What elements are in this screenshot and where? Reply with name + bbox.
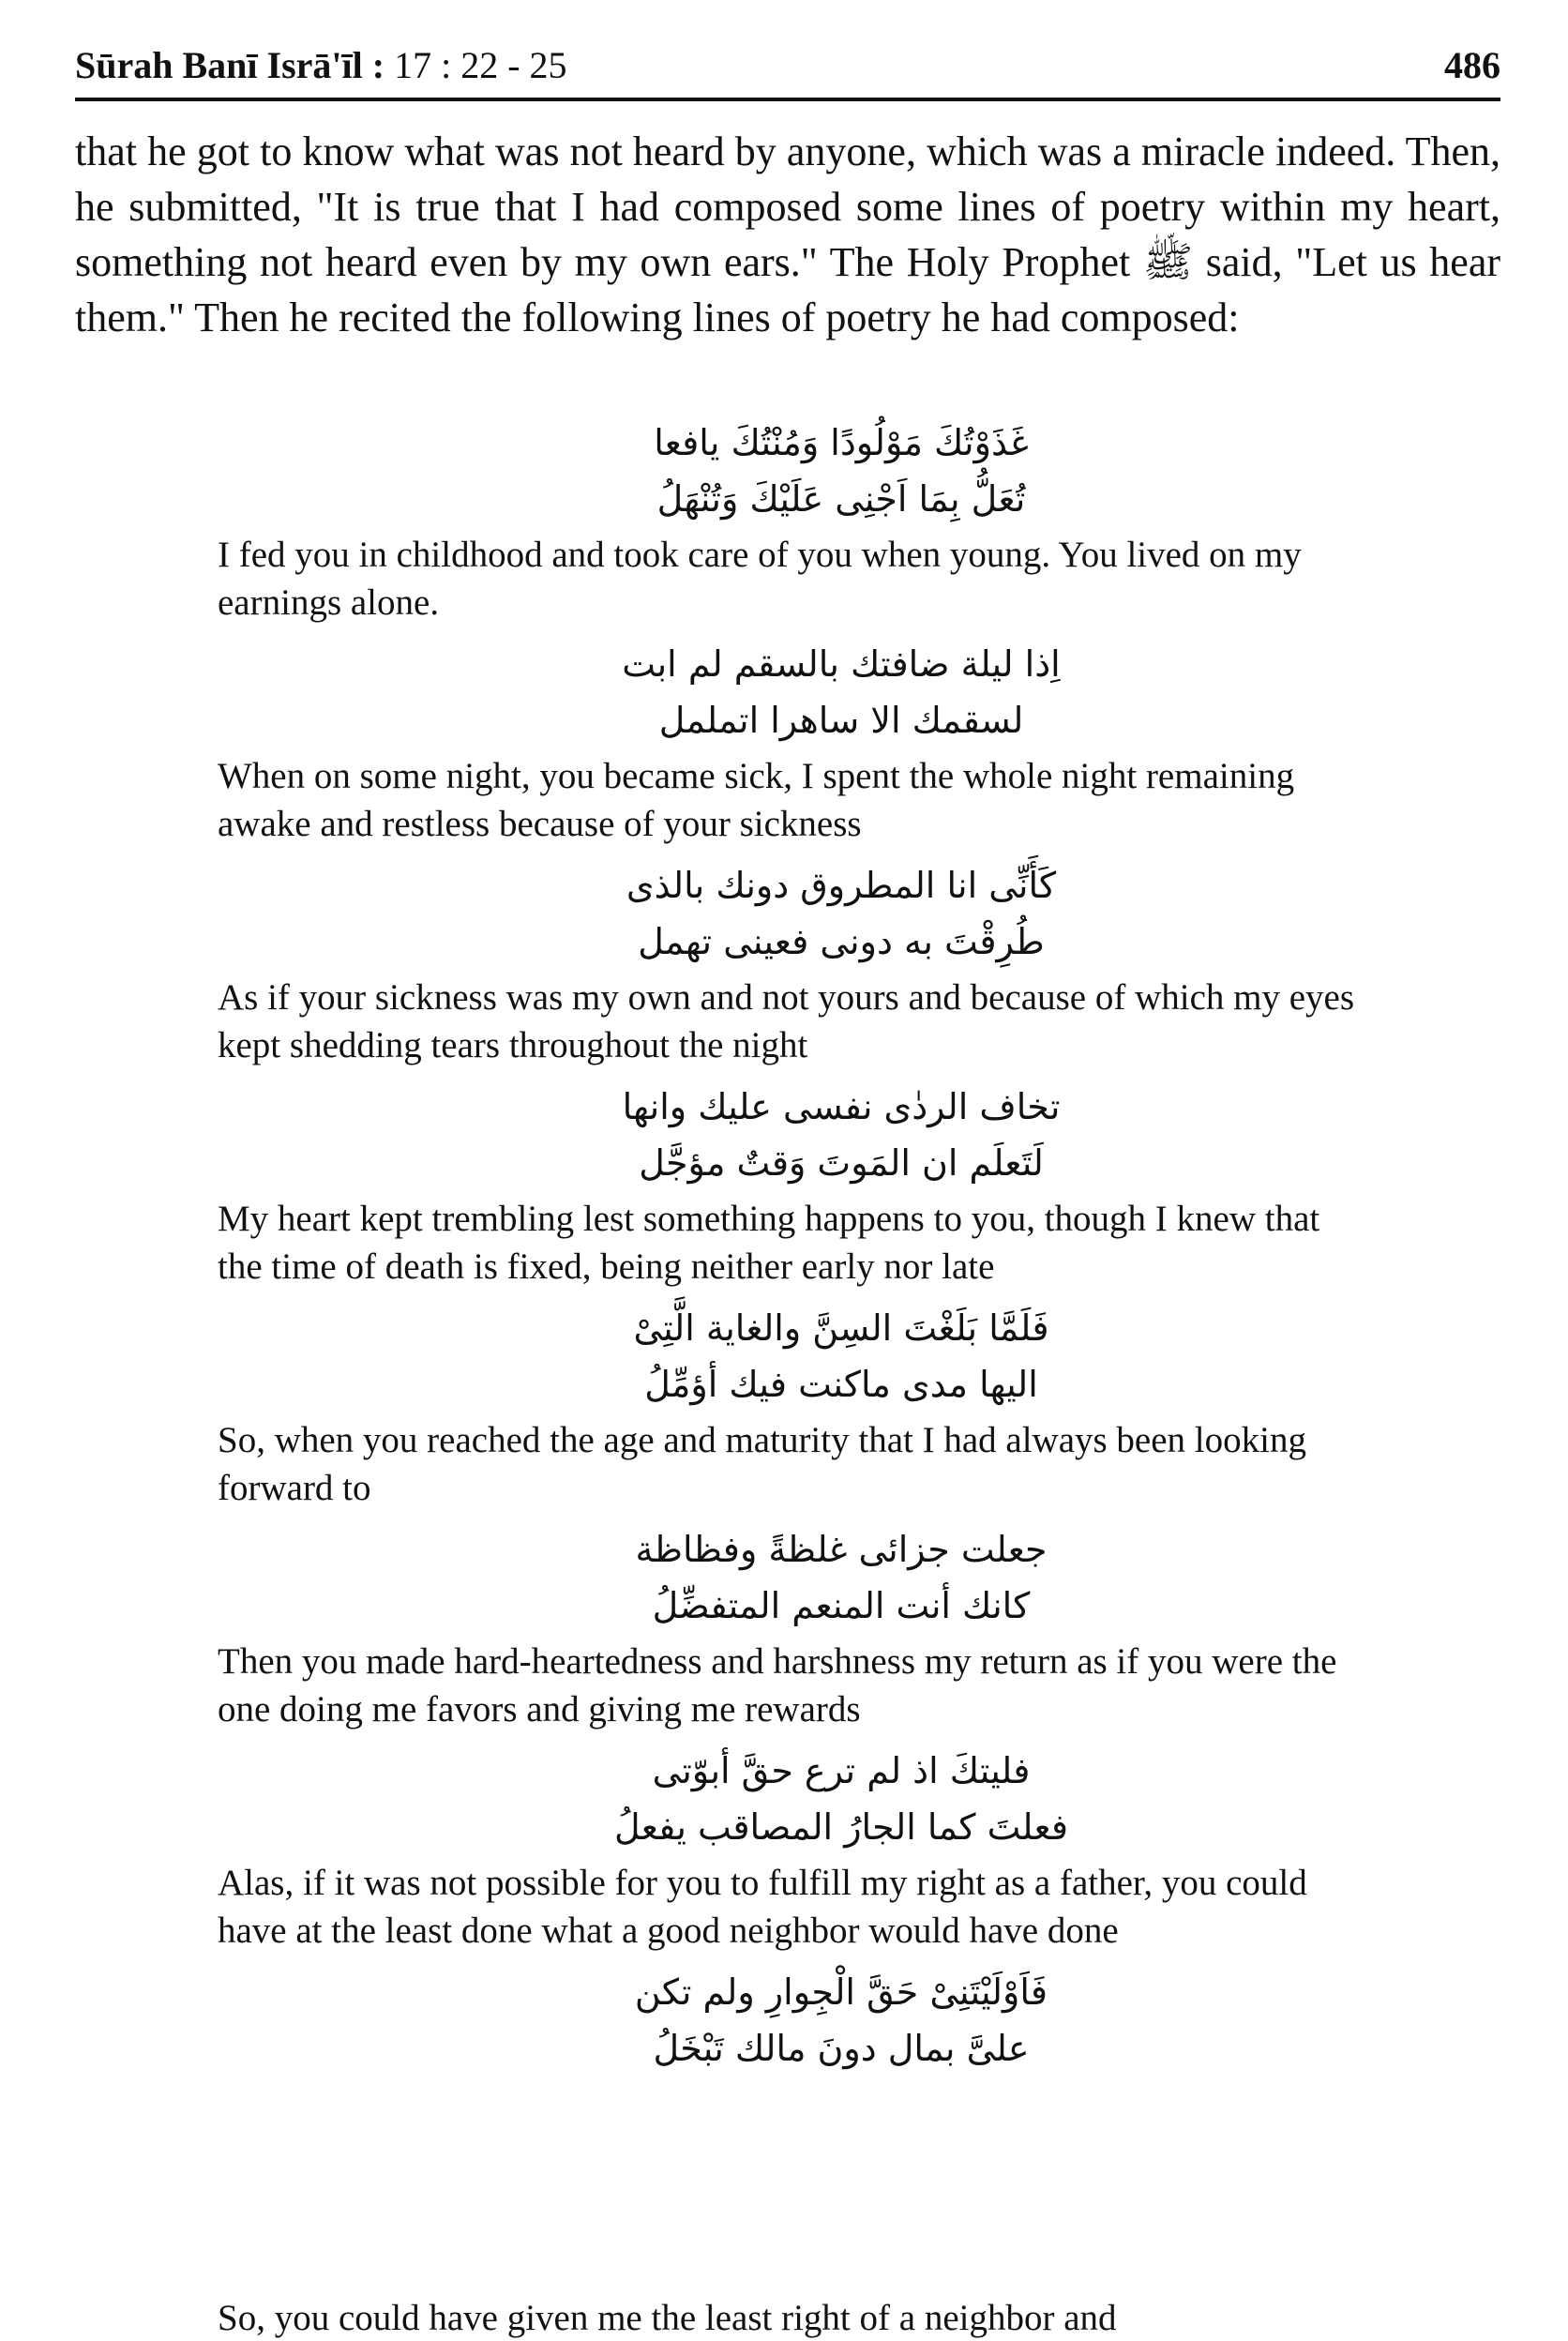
verse-7 (218, 1743, 1362, 1955)
verse-7-translation: Alas, if it was not possible for you to fulfill my right as a father, you could have at the least done what a good neighbor would have done (218, 1863, 1307, 1951)
verse-8-arabic-line-2: علىَّ بمال دونَ مالك تَبْخَلُ (653, 2028, 1030, 2069)
verse-8 (218, 1964, 1362, 2077)
running-head (75, 38, 1500, 94)
verse-6-translation: Then you made hard-heartedness and harshness my return as if you were the one doing me favors and giving me rewards (218, 1641, 1337, 1729)
header-rule (75, 98, 1500, 101)
running-head-title (75, 38, 567, 94)
verse-3-arabic-line-1: كَأَنِّى انا المطروق دونك بالذى (626, 865, 1057, 906)
verse-1-translation: I fed you in childhood and took care of you when young. You lived on my earnings alone. (218, 535, 1302, 623)
page-number: 486 (1444, 44, 1500, 86)
verse-reference: 17 : 22 - 25 (394, 44, 567, 86)
verse-2-arabic-line-1: اِذا ليلة ضافتك بالسقم لم ابت (622, 643, 1061, 685)
verse-2 (218, 636, 1362, 848)
verse-1-arabic-line-1: غَذَوْتُكَ مَوْلُودًا وَمُنْتُكَ يافعا (654, 422, 1029, 463)
verse-4 (218, 1079, 1362, 1291)
verse-1-arabic-line-2: تُعَلُّ بِمَا اَجْنِى عَلَيْكَ وَتُنْهَلُ (656, 478, 1026, 520)
verse-6-arabic-line-2: كانك أنت المنعم المتفضِّلُ (652, 1585, 1031, 1626)
verse-7-arabic-line-2: فعلتَ كما الجارُ المصاقب يفعلُ (614, 1806, 1068, 1848)
verse-6 (218, 1521, 1362, 1733)
verse-4-arabic-line-2: لَتَعلَم ان المَوتَ وَقتٌ مؤجَّل (639, 1142, 1044, 1184)
verse-5 (218, 1300, 1362, 1512)
verse-5-translation: So, when you reached the age and maturity that I had always been looking forward to (218, 1420, 1306, 1508)
verse-5-arabic-line-2: اليها مدى ماكنت فيك أؤمِّلُ (644, 1364, 1038, 1405)
poem (218, 415, 1362, 2077)
verse-4-arabic-line-1: تخاف الردٰى نفسى عليك وانها (622, 1086, 1061, 1127)
verse-3 (218, 857, 1362, 1069)
verse-2-arabic-line-2: لسقمك الا ساهرا اتململ (658, 700, 1024, 741)
verse-6-arabic-line-1: جعلت جزائى غلظةً وفظاظة (635, 1529, 1048, 1570)
surah-name: Sūrah Banī Isrā'īl : (75, 44, 385, 86)
verse-7-arabic-line-1: فليتكَ اذ لم ترع حقَّ أبوّتى (652, 1750, 1031, 1791)
verse-8-translation: So, you could have given me the least right of a neighbor and (218, 2298, 1117, 2338)
verse-5-arabic-line-1: فَلَمَّا بَلَغْتَ السِنَّ والغاية الَّتِىْ (633, 1307, 1049, 1349)
verse-2-translation: When on some night, you became sick, I spent the whole night remaining awake and restless because of your sickness (218, 756, 1295, 844)
intro-paragraph: that he got to know what was not heard by anyone, which was a miracle indeed. Then, he submitted, "It is true that I had composed some lines of poetry within my heart, something not heard even by my own ears." The Holy Prophet ﷺ said, "Let us hear them." Then he recited the following lines of poetry he had composed: (75, 128, 1500, 340)
verse-3-arabic-line-2: طُرِقْتَ به دونى فعينى تهمل (638, 921, 1045, 962)
verse-4-translation: My heart kept trembling lest something happens to you, though I knew that the time of death is fixed, being neither early nor late (218, 1199, 1320, 1287)
verse-1 (218, 415, 1362, 627)
verse-3-translation: As if your sickness was my own and not yours and because of which my eyes kept shedding tears throughout the night (218, 977, 1355, 1065)
verse-8-arabic-line-1: فَاَوْلَيْتَنِىْ حَقَّ الْجِوارِ ولم تكن (634, 1971, 1048, 2013)
